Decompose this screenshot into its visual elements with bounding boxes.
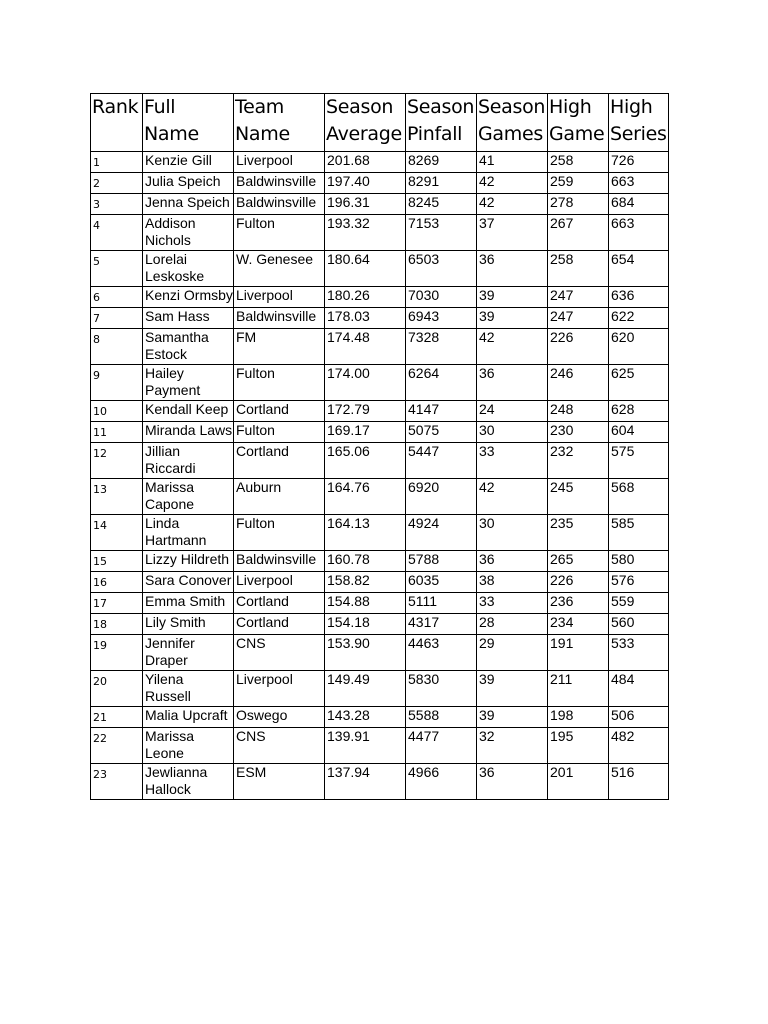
full-name-cell: Lily Smith xyxy=(143,614,234,635)
season-average-cell: 149.49 xyxy=(325,671,406,707)
header-high-series: High Series xyxy=(609,94,669,152)
season-pinfall-cell: 6920 xyxy=(406,479,477,515)
table-row xyxy=(91,593,669,614)
season-pinfall-cell: 4317 xyxy=(406,614,477,635)
season-pinfall-cell: 4147 xyxy=(406,401,477,422)
team-name-cell: Liverpool xyxy=(234,671,325,707)
full-name-cell: Sara Conover xyxy=(143,572,234,593)
season-games-cell: 29 xyxy=(477,635,548,671)
team-name-cell: Liverpool xyxy=(234,287,325,308)
rank-cell: 6 xyxy=(91,287,143,308)
season-average-cell: 178.03 xyxy=(325,308,406,329)
rank-cell: 4 xyxy=(91,215,143,251)
season-games-cell: 42 xyxy=(477,329,548,365)
table-row xyxy=(91,707,669,728)
high-game-cell: 226 xyxy=(548,329,609,365)
table-header xyxy=(91,94,669,152)
season-pinfall-cell: 4924 xyxy=(406,515,477,551)
header-season-pinfall: Season Pinfall xyxy=(406,94,477,152)
full-name-cell: Sam Hass xyxy=(143,308,234,329)
table-row xyxy=(91,479,669,515)
season-pinfall-cell: 5830 xyxy=(406,671,477,707)
rank-cell: 23 xyxy=(91,764,143,800)
season-average-cell: 174.00 xyxy=(325,365,406,401)
high-game-cell: 198 xyxy=(548,707,609,728)
rank-cell: 21 xyxy=(91,707,143,728)
season-average-cell: 164.76 xyxy=(325,479,406,515)
season-pinfall-cell: 5111 xyxy=(406,593,477,614)
high-series-cell: 580 xyxy=(609,551,669,572)
team-name-cell: Baldwinsville xyxy=(234,308,325,329)
full-name-cell: Samantha Estock xyxy=(143,329,234,365)
season-average-cell: 196.31 xyxy=(325,194,406,215)
table-row xyxy=(91,173,669,194)
season-pinfall-cell: 4477 xyxy=(406,728,477,764)
season-average-cell: 158.82 xyxy=(325,572,406,593)
table-row xyxy=(91,614,669,635)
high-game-cell: 258 xyxy=(548,152,609,173)
team-name-cell: Baldwinsville xyxy=(234,173,325,194)
high-series-cell: 484 xyxy=(609,671,669,707)
team-name-cell: CNS xyxy=(234,635,325,671)
season-games-cell: 36 xyxy=(477,551,548,572)
full-name-cell: Lorelai Leskoske xyxy=(143,251,234,287)
high-series-cell: 533 xyxy=(609,635,669,671)
high-series-cell: 506 xyxy=(609,707,669,728)
season-games-cell: 37 xyxy=(477,215,548,251)
season-games-cell: 30 xyxy=(477,515,548,551)
season-games-cell: 33 xyxy=(477,443,548,479)
high-game-cell: 235 xyxy=(548,515,609,551)
high-game-cell: 267 xyxy=(548,215,609,251)
season-games-cell: 39 xyxy=(477,287,548,308)
season-games-cell: 39 xyxy=(477,308,548,329)
season-games-cell: 30 xyxy=(477,422,548,443)
team-name-cell: CNS xyxy=(234,728,325,764)
header-rank: Rank xyxy=(91,94,143,152)
rank-cell: 15 xyxy=(91,551,143,572)
table-row xyxy=(91,308,669,329)
high-series-cell: 622 xyxy=(609,308,669,329)
high-series-cell: 585 xyxy=(609,515,669,551)
high-game-cell: 245 xyxy=(548,479,609,515)
season-average-cell: 164.13 xyxy=(325,515,406,551)
high-series-cell: 620 xyxy=(609,329,669,365)
high-series-cell: 663 xyxy=(609,173,669,194)
team-name-cell: Fulton xyxy=(234,365,325,401)
season-pinfall-cell: 8245 xyxy=(406,194,477,215)
season-pinfall-cell: 8269 xyxy=(406,152,477,173)
full-name-cell: Jillian Riccardi xyxy=(143,443,234,479)
team-name-cell: FM xyxy=(234,329,325,365)
high-game-cell: 201 xyxy=(548,764,609,800)
full-name-cell: Jenna Speich xyxy=(143,194,234,215)
table-row xyxy=(91,152,669,173)
high-series-cell: 559 xyxy=(609,593,669,614)
full-name-cell: Kenzie Gill xyxy=(143,152,234,173)
season-games-cell: 42 xyxy=(477,173,548,194)
high-series-cell: 516 xyxy=(609,764,669,800)
season-average-cell: 165.06 xyxy=(325,443,406,479)
full-name-cell: Linda Hartmann xyxy=(143,515,234,551)
table-row xyxy=(91,671,669,707)
table-row xyxy=(91,401,669,422)
high-game-cell: 278 xyxy=(548,194,609,215)
full-name-cell: Yilena Russell xyxy=(143,671,234,707)
season-average-cell: 180.64 xyxy=(325,251,406,287)
season-average-cell: 160.78 xyxy=(325,551,406,572)
season-pinfall-cell: 6943 xyxy=(406,308,477,329)
season-average-cell: 139.91 xyxy=(325,728,406,764)
season-average-cell: 143.28 xyxy=(325,707,406,728)
high-series-cell: 575 xyxy=(609,443,669,479)
full-name-cell: Miranda Laws xyxy=(143,422,234,443)
season-average-cell: 169.17 xyxy=(325,422,406,443)
rank-cell: 22 xyxy=(91,728,143,764)
table-row xyxy=(91,635,669,671)
full-name-cell: Malia Upcraft xyxy=(143,707,234,728)
high-game-cell: 232 xyxy=(548,443,609,479)
season-games-cell: 39 xyxy=(477,671,548,707)
high-series-cell: 568 xyxy=(609,479,669,515)
season-games-cell: 42 xyxy=(477,479,548,515)
table-row xyxy=(91,515,669,551)
rank-cell: 7 xyxy=(91,308,143,329)
rank-cell: 5 xyxy=(91,251,143,287)
season-pinfall-cell: 6264 xyxy=(406,365,477,401)
season-games-cell: 39 xyxy=(477,707,548,728)
full-name-cell: Marissa Capone xyxy=(143,479,234,515)
high-game-cell: 236 xyxy=(548,593,609,614)
season-pinfall-cell: 5588 xyxy=(406,707,477,728)
high-series-cell: 604 xyxy=(609,422,669,443)
high-game-cell: 259 xyxy=(548,173,609,194)
season-pinfall-cell: 8291 xyxy=(406,173,477,194)
high-series-cell: 482 xyxy=(609,728,669,764)
season-games-cell: 32 xyxy=(477,728,548,764)
rank-cell: 17 xyxy=(91,593,143,614)
season-pinfall-cell: 7328 xyxy=(406,329,477,365)
high-game-cell: 195 xyxy=(548,728,609,764)
full-name-cell: Addison Nichols xyxy=(143,215,234,251)
table-row xyxy=(91,764,669,800)
team-name-cell: Fulton xyxy=(234,422,325,443)
high-game-cell: 247 xyxy=(548,308,609,329)
high-game-cell: 265 xyxy=(548,551,609,572)
high-game-cell: 248 xyxy=(548,401,609,422)
season-games-cell: 41 xyxy=(477,152,548,173)
season-games-cell: 36 xyxy=(477,764,548,800)
season-pinfall-cell: 5075 xyxy=(406,422,477,443)
high-game-cell: 230 xyxy=(548,422,609,443)
high-series-cell: 560 xyxy=(609,614,669,635)
header-row xyxy=(91,94,669,152)
season-average-cell: 153.90 xyxy=(325,635,406,671)
team-name-cell: Liverpool xyxy=(234,152,325,173)
full-name-cell: Emma Smith xyxy=(143,593,234,614)
high-series-cell: 726 xyxy=(609,152,669,173)
season-average-cell: 193.32 xyxy=(325,215,406,251)
rank-cell: 14 xyxy=(91,515,143,551)
season-pinfall-cell: 7153 xyxy=(406,215,477,251)
season-average-cell: 172.79 xyxy=(325,401,406,422)
rank-cell: 1 xyxy=(91,152,143,173)
season-pinfall-cell: 4966 xyxy=(406,764,477,800)
season-pinfall-cell: 4463 xyxy=(406,635,477,671)
table-row xyxy=(91,443,669,479)
table-row xyxy=(91,728,669,764)
rank-cell: 9 xyxy=(91,365,143,401)
team-name-cell: Cortland xyxy=(234,593,325,614)
season-average-cell: 197.40 xyxy=(325,173,406,194)
season-average-cell: 154.88 xyxy=(325,593,406,614)
rank-cell: 19 xyxy=(91,635,143,671)
season-games-cell: 42 xyxy=(477,194,548,215)
full-name-cell: Kenzi Ormsby xyxy=(143,287,234,308)
team-name-cell: Auburn xyxy=(234,479,325,515)
table-row xyxy=(91,251,669,287)
full-name-cell: Hailey Payment xyxy=(143,365,234,401)
rank-cell: 18 xyxy=(91,614,143,635)
rank-cell: 12 xyxy=(91,443,143,479)
full-name-cell: Kendall Keep xyxy=(143,401,234,422)
rank-cell: 11 xyxy=(91,422,143,443)
team-name-cell: Baldwinsville xyxy=(234,551,325,572)
rank-cell: 2 xyxy=(91,173,143,194)
team-name-cell: Cortland xyxy=(234,401,325,422)
high-game-cell: 211 xyxy=(548,671,609,707)
rank-cell: 8 xyxy=(91,329,143,365)
full-name-cell: Julia Speich xyxy=(143,173,234,194)
rank-cell: 10 xyxy=(91,401,143,422)
header-team-name: Team Name xyxy=(234,94,325,152)
table-row xyxy=(91,329,669,365)
season-average-cell: 137.94 xyxy=(325,764,406,800)
season-pinfall-cell: 6035 xyxy=(406,572,477,593)
season-average-cell: 174.48 xyxy=(325,329,406,365)
team-name-cell: Baldwinsville xyxy=(234,194,325,215)
season-games-cell: 36 xyxy=(477,251,548,287)
table-row xyxy=(91,287,669,308)
team-name-cell: W. Genesee xyxy=(234,251,325,287)
season-games-cell: 36 xyxy=(477,365,548,401)
header-season-games: Season Games xyxy=(477,94,548,152)
rank-cell: 20 xyxy=(91,671,143,707)
table-row xyxy=(91,422,669,443)
rank-cell: 16 xyxy=(91,572,143,593)
team-name-cell: Fulton xyxy=(234,215,325,251)
table-row xyxy=(91,551,669,572)
high-series-cell: 636 xyxy=(609,287,669,308)
full-name-cell: Jennifer Draper xyxy=(143,635,234,671)
high-game-cell: 246 xyxy=(548,365,609,401)
full-name-cell: Jewlianna Hallock xyxy=(143,764,234,800)
season-average-cell: 180.26 xyxy=(325,287,406,308)
header-season-average: Season Average xyxy=(325,94,406,152)
full-name-cell: Lizzy Hildreth xyxy=(143,551,234,572)
table-row xyxy=(91,365,669,401)
high-game-cell: 234 xyxy=(548,614,609,635)
season-pinfall-cell: 5788 xyxy=(406,551,477,572)
header-full-name: Full Name xyxy=(143,94,234,152)
high-series-cell: 663 xyxy=(609,215,669,251)
season-games-cell: 28 xyxy=(477,614,548,635)
team-name-cell: Cortland xyxy=(234,614,325,635)
header-high-game: High Game xyxy=(548,94,609,152)
season-games-cell: 38 xyxy=(477,572,548,593)
table-row xyxy=(91,215,669,251)
season-average-cell: 201.68 xyxy=(325,152,406,173)
team-name-cell: Cortland xyxy=(234,443,325,479)
high-game-cell: 247 xyxy=(548,287,609,308)
high-series-cell: 628 xyxy=(609,401,669,422)
team-name-cell: Oswego xyxy=(234,707,325,728)
full-name-cell: Marissa Leone xyxy=(143,728,234,764)
high-series-cell: 654 xyxy=(609,251,669,287)
table-row xyxy=(91,194,669,215)
standings-table xyxy=(90,93,669,800)
table-body xyxy=(91,152,669,800)
team-name-cell: Fulton xyxy=(234,515,325,551)
high-series-cell: 576 xyxy=(609,572,669,593)
season-games-cell: 24 xyxy=(477,401,548,422)
rank-cell: 13 xyxy=(91,479,143,515)
high-series-cell: 684 xyxy=(609,194,669,215)
season-pinfall-cell: 6503 xyxy=(406,251,477,287)
season-average-cell: 154.18 xyxy=(325,614,406,635)
season-pinfall-cell: 5447 xyxy=(406,443,477,479)
team-name-cell: Liverpool xyxy=(234,572,325,593)
high-game-cell: 226 xyxy=(548,572,609,593)
high-game-cell: 258 xyxy=(548,251,609,287)
table-row xyxy=(91,572,669,593)
high-series-cell: 625 xyxy=(609,365,669,401)
season-games-cell: 33 xyxy=(477,593,548,614)
team-name-cell: ESM xyxy=(234,764,325,800)
high-game-cell: 191 xyxy=(548,635,609,671)
season-pinfall-cell: 7030 xyxy=(406,287,477,308)
rank-cell: 3 xyxy=(91,194,143,215)
